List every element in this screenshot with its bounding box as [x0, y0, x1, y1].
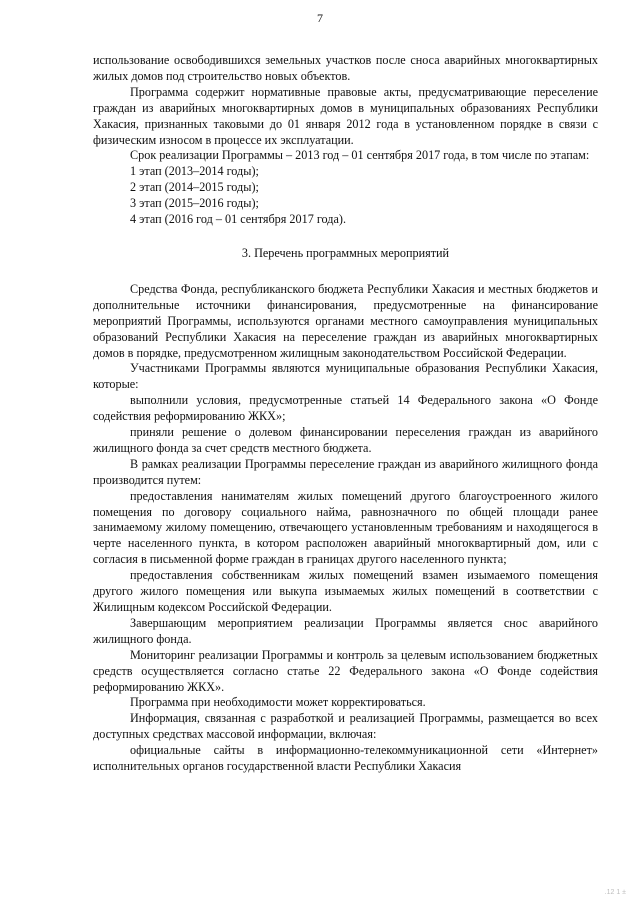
paragraph: Срок реализации Программы – 2013 год – 01 сентября 2017 года, в том числе по этапам: [130, 148, 590, 163]
text-block-after-heading [93, 282, 598, 775]
paragraph: официальные сайты в информационно-телекоммуникационной сети «Интернет» исполнительных органов государственной власти Республики Хакасия [93, 743, 598, 774]
list-item: 2 этап (2014–2015 годы); [130, 180, 259, 195]
paragraph: Программа содержит нормативные правовые акты, предусматривающие переселение граждан из аварийных многоквартирных домов в муниципальных образованиях Республики Хакасия, признанных таковыми до 01 января 2012 года в установленном порядке в связи с физическим износом в процессе их эксплуатации. [93, 84, 598, 147]
text-block-before-heading [93, 53, 598, 228]
paragraph: Мониторинг реализации Программы и контроль за целевым использованием бюджетных средств осуществляется согласно статье 22 Федерального закона «О Фонде содействия реформированию ЖКХ». [93, 647, 598, 694]
paragraph: использование освободившихся земельных участков после сноса аварийных многоквартирных жилых домов под строительство новых объектов. [93, 53, 598, 83]
paragraph: Информация, связанная с разработкой и реализацией Программы, размещается во всех доступных средствах массовой информации, включая: [93, 711, 598, 742]
paragraph: Средства Фонда, республиканского бюджета Республики Хакасия и местных бюджетов и дополнительные источники финансирования, предусмотренные на финансирование мероприятий Программы, используются органами местного самоуправления муниципальных образований Республики Хакасия на переселение граждан из аварийных многоквартирных домов в порядке, предусмотренном жилищным законодательством Российской Федерации. [93, 281, 598, 360]
paragraph: Участниками Программы являются муниципальные образования Республики Хакасия, которые: [93, 361, 598, 392]
list-item: 1 этап (2013–2014 годы); [130, 164, 259, 179]
paragraph: Завершающим мероприятием реализации Программы является снос аварийного жилищного фонда. [93, 615, 598, 646]
list-item: 4 этап (2016 год – 01 сентября 2017 года). [130, 212, 346, 227]
list-item: 3 этап (2015–2016 годы); [130, 196, 259, 211]
scan-corner-mark: .12 1 ± [604, 889, 626, 896]
paragraph: Программа при необходимости может корректироваться. [130, 695, 426, 710]
section-heading: 3. Перечень программных мероприятий [241, 245, 450, 260]
page-content [93, 53, 598, 775]
paragraph: выполнили условия, предусмотренные статьей 14 Федерального закона «О Фонде содействия реформированию ЖКХ»; [93, 393, 598, 424]
page-number: 7 [317, 11, 323, 25]
paragraph: предоставления собственникам жилых помещений взамен изымаемого помещения другого жилого помещения или выкупа изымаемых жилых помещений в соответствии с Жилищным кодексом Российской Федерации. [93, 568, 598, 614]
paragraph: В рамках реализации Программы переселение граждан из аварийного жилищного фонда производится путем: [93, 456, 598, 487]
paragraph: предоставления нанимателям жилых помещений другого благоустроенного жилого помещения по договору социального найма, равнозначного по общей площади ранее занимаемому жилому помещению, отвечающего установленным требованиям и находящегося в черте населенного пункта, в котором расположен аварийный многоквартирный дом, или с согласия в письменной форме граждан в границах другого населенного пункта; [93, 488, 598, 567]
paragraph: приняли решение о долевом финансировании переселения граждан из аварийного жилищного фонда за счет средств местного бюджета. [93, 425, 598, 455]
